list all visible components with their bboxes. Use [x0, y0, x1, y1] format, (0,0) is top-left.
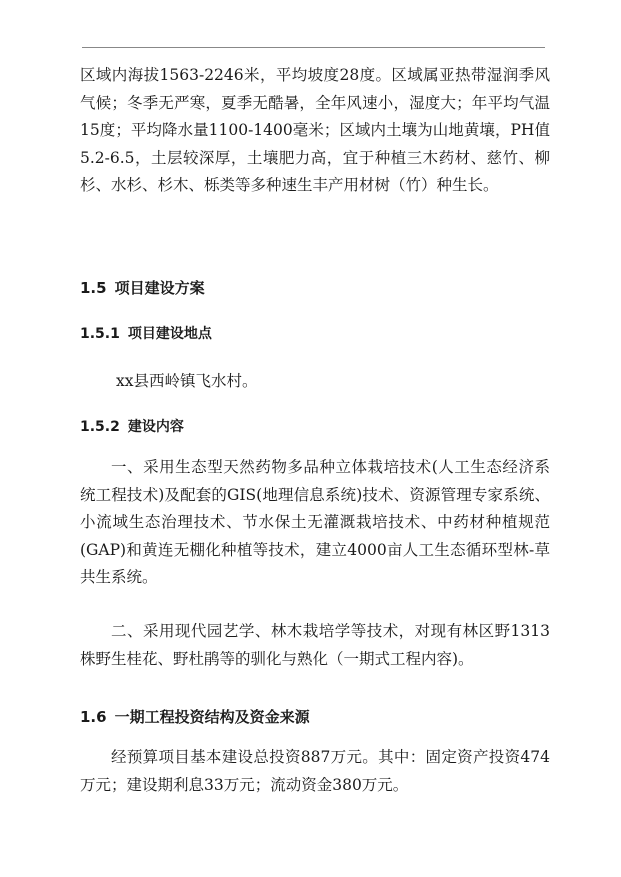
- heading-title: 建设内容: [127, 419, 184, 435]
- heading-number: 1.5.2: [80, 419, 120, 435]
- construction-item-1: 一、采用生态型天然药物多品种立体栽培技术(人工生态经济系统工程技术)及配套的GIS(地理信息系统)技术、资源管理专家系统、小流域生态治理技术、节水保土无灌溉栽培技术、中药材种植规范(GAP)和黄连无棚化种植等技术，建立4000亩人工生态循环型林-草共生系统。: [80, 458, 550, 586]
- heading-1-5-2: [80, 416, 184, 436]
- paragraph-climate: 区域内海拔1563-2246米，平均坡度28度。区域属亚热带湿润季风气候；冬季无严寒，夏季无酷暑，全年风速小，湿度大；年平均气温15度；平均降水量1100-1400毫米；区域内土壤为山地黄壤，PH值5.2-6.5，土层较深厚，土壤肥力高，宜于种植三木药材、慈竹、柳杉、水杉、杉木、栎类等多种速生丰产用材树（竹）种生长。: [80, 66, 550, 194]
- heading-title: 项目建设方案: [114, 279, 205, 297]
- heading-1-5: [80, 277, 205, 298]
- construction-item-2: 二、采用现代园艺学、林木栽培学等技术，对现有林区野1313株野生桂花、野杜鹃等的驯化与熟化（一期式工程内容)。: [80, 622, 550, 668]
- heading-number: 1.5.1: [80, 326, 120, 342]
- heading-title: 一期工程投资结构及资金来源: [114, 708, 310, 726]
- project-location: xx县西岭镇飞水村。: [116, 372, 258, 390]
- investment-paragraph: 经预算项目基本建设总投资887万元。其中：固定资产投资474万元；建设期利息33万元；流动资金380万元。: [80, 748, 550, 794]
- header-rule: [82, 47, 545, 48]
- heading-number: 1.6: [80, 708, 107, 726]
- heading-1-6: [80, 706, 310, 727]
- heading-title: 项目建设地点: [127, 326, 212, 342]
- heading-number: 1.5: [80, 279, 107, 297]
- heading-1-5-1: [80, 323, 212, 343]
